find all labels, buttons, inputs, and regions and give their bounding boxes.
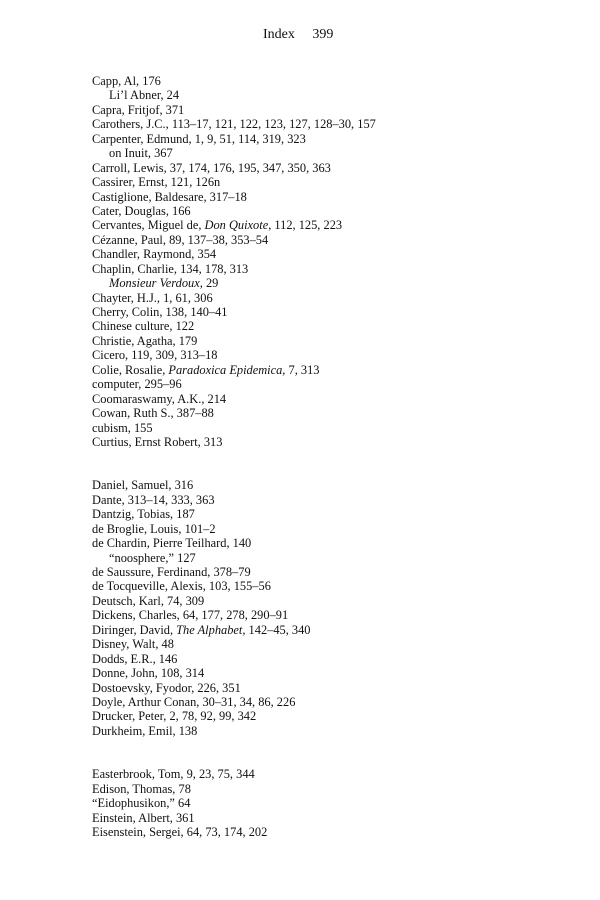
entry-text: Diringer, David,: [92, 622, 177, 637]
entry-text: Colie, Rosalie,: [92, 362, 169, 377]
index-entry: Castiglione, Baldesare, 317–18: [92, 189, 247, 204]
index-entry: [92, 363, 572, 377]
index-section-d: [92, 478, 572, 738]
index-entry: computer, 295–96: [92, 377, 182, 392]
index-entry: Cherry, Colin, 138, 140–41: [92, 305, 228, 319]
index-entry: de Chardin, Pierre Teilhard, 140: [92, 536, 252, 551]
index-entry: Donne, John, 108, 314: [92, 666, 205, 681]
index-entry: de Broglie, Louis, 101–2: [92, 521, 216, 536]
index-entry: Cassirer, Ernst, 121, 126n: [92, 175, 221, 190]
page-header: [263, 27, 333, 43]
index-entry: Edison, Thomas, 78: [92, 781, 191, 796]
index-subentry: on Inuit, 367: [109, 146, 173, 161]
index-section-e: [92, 767, 572, 839]
entry-work-title: Paradoxica Epidemica,: [168, 362, 286, 377]
index-entry: Dickens, Charles, 64, 177, 278, 290–91: [92, 608, 289, 623]
index-entry: Christie, Agatha, 179: [92, 333, 198, 348]
running-title: Index: [263, 27, 295, 42]
entry-work-title: Monsieur Verdoux,: [109, 276, 203, 291]
index-subentry: [92, 276, 572, 290]
index-entry: Dante, 313–14, 333, 363: [92, 492, 215, 507]
entry-text: Cervantes, Miguel de,: [92, 218, 205, 233]
index-list: [92, 74, 572, 839]
index-entry: Einstein, Albert, 361: [92, 810, 195, 825]
entry-work-title: The Alphabet,: [176, 622, 246, 637]
index-entry: de Tocqueville, Alexis, 103, 155–56: [92, 579, 271, 594]
index-entry: Drucker, Peter, 2, 78, 92, 99, 342: [92, 709, 257, 724]
index-entry: Chayter, H.J., 1, 61, 306: [92, 290, 213, 305]
index-entry: Dodds, E.R., 146: [92, 651, 178, 666]
index-entry: Carroll, Lewis, 37, 174, 176, 195, 347, 350, 363: [92, 160, 331, 175]
index-entry: Chinese culture, 122: [92, 319, 195, 334]
index-entry: Daniel, Samuel, 316: [92, 478, 194, 493]
entry-pages: 7, 313: [285, 362, 320, 377]
index-entry: Easterbrook, Tom, 9, 23, 75, 344: [92, 767, 255, 782]
index-entry: Curtius, Ernst Robert, 313: [92, 434, 223, 449]
index-entry: Carpenter, Edmund, 1, 9, 51, 114, 319, 323: [92, 131, 306, 146]
entry-pages: 142–45, 340: [245, 622, 311, 637]
index-entry: Cézanne, Paul, 89, 137–38, 353–54: [92, 232, 269, 247]
index-entry: Capp, Al, 176: [92, 74, 161, 88]
index-entry: Disney, Walt, 48: [92, 637, 174, 652]
index-entry: Chandler, Raymond, 354: [92, 247, 217, 262]
index-entry: Cicero, 119, 309, 313–18: [92, 348, 218, 363]
index-subentry: Li’l Abner, 24: [109, 88, 180, 103]
index-entry: de Saussure, Ferdinand, 378–79: [92, 565, 251, 579]
section-gap: [92, 449, 572, 478]
index-entry: Doyle, Arthur Conan, 30–31, 34, 86, 226: [92, 694, 296, 709]
index-entry: [92, 623, 572, 637]
index-entry: Cowan, Ruth S., 387–88: [92, 406, 214, 421]
index-entry: cubism, 155: [92, 420, 153, 435]
index-entry: Coomaraswamy, A.K., 214: [92, 391, 227, 406]
section-gap: [92, 738, 572, 767]
index-entry: Chaplin, Charlie, 134, 178, 313: [92, 261, 249, 276]
index-entry: Cater, Douglas, 166: [92, 203, 191, 218]
entry-pages: 112, 125, 223: [271, 218, 343, 233]
index-entry: Capra, Fritjof, 371: [92, 102, 185, 117]
index-section-c: [92, 74, 572, 449]
index-entry: Carothers, J.C., 113–17, 121, 122, 123, 127, 128–30, 157: [92, 117, 376, 132]
index-entry: “Eidophusikon,” 64: [92, 796, 191, 811]
page-number: 399: [312, 27, 334, 42]
index-entry: Durkheim, Emil, 138: [92, 723, 198, 738]
index-entry: [92, 218, 572, 232]
entry-work-title: Don Quixote,: [204, 218, 272, 233]
index-entry: Deutsch, Karl, 74, 309: [92, 593, 205, 608]
index-entry: Dostoevsky, Fyodor, 226, 351: [92, 680, 241, 695]
index-entry: Eisenstein, Sergei, 64, 73, 174, 202: [92, 825, 268, 839]
index-entry: Dantzig, Tobias, 187: [92, 507, 195, 522]
entry-pages: 29: [202, 276, 219, 291]
index-subentry: “noosphere,” 127: [109, 550, 196, 565]
